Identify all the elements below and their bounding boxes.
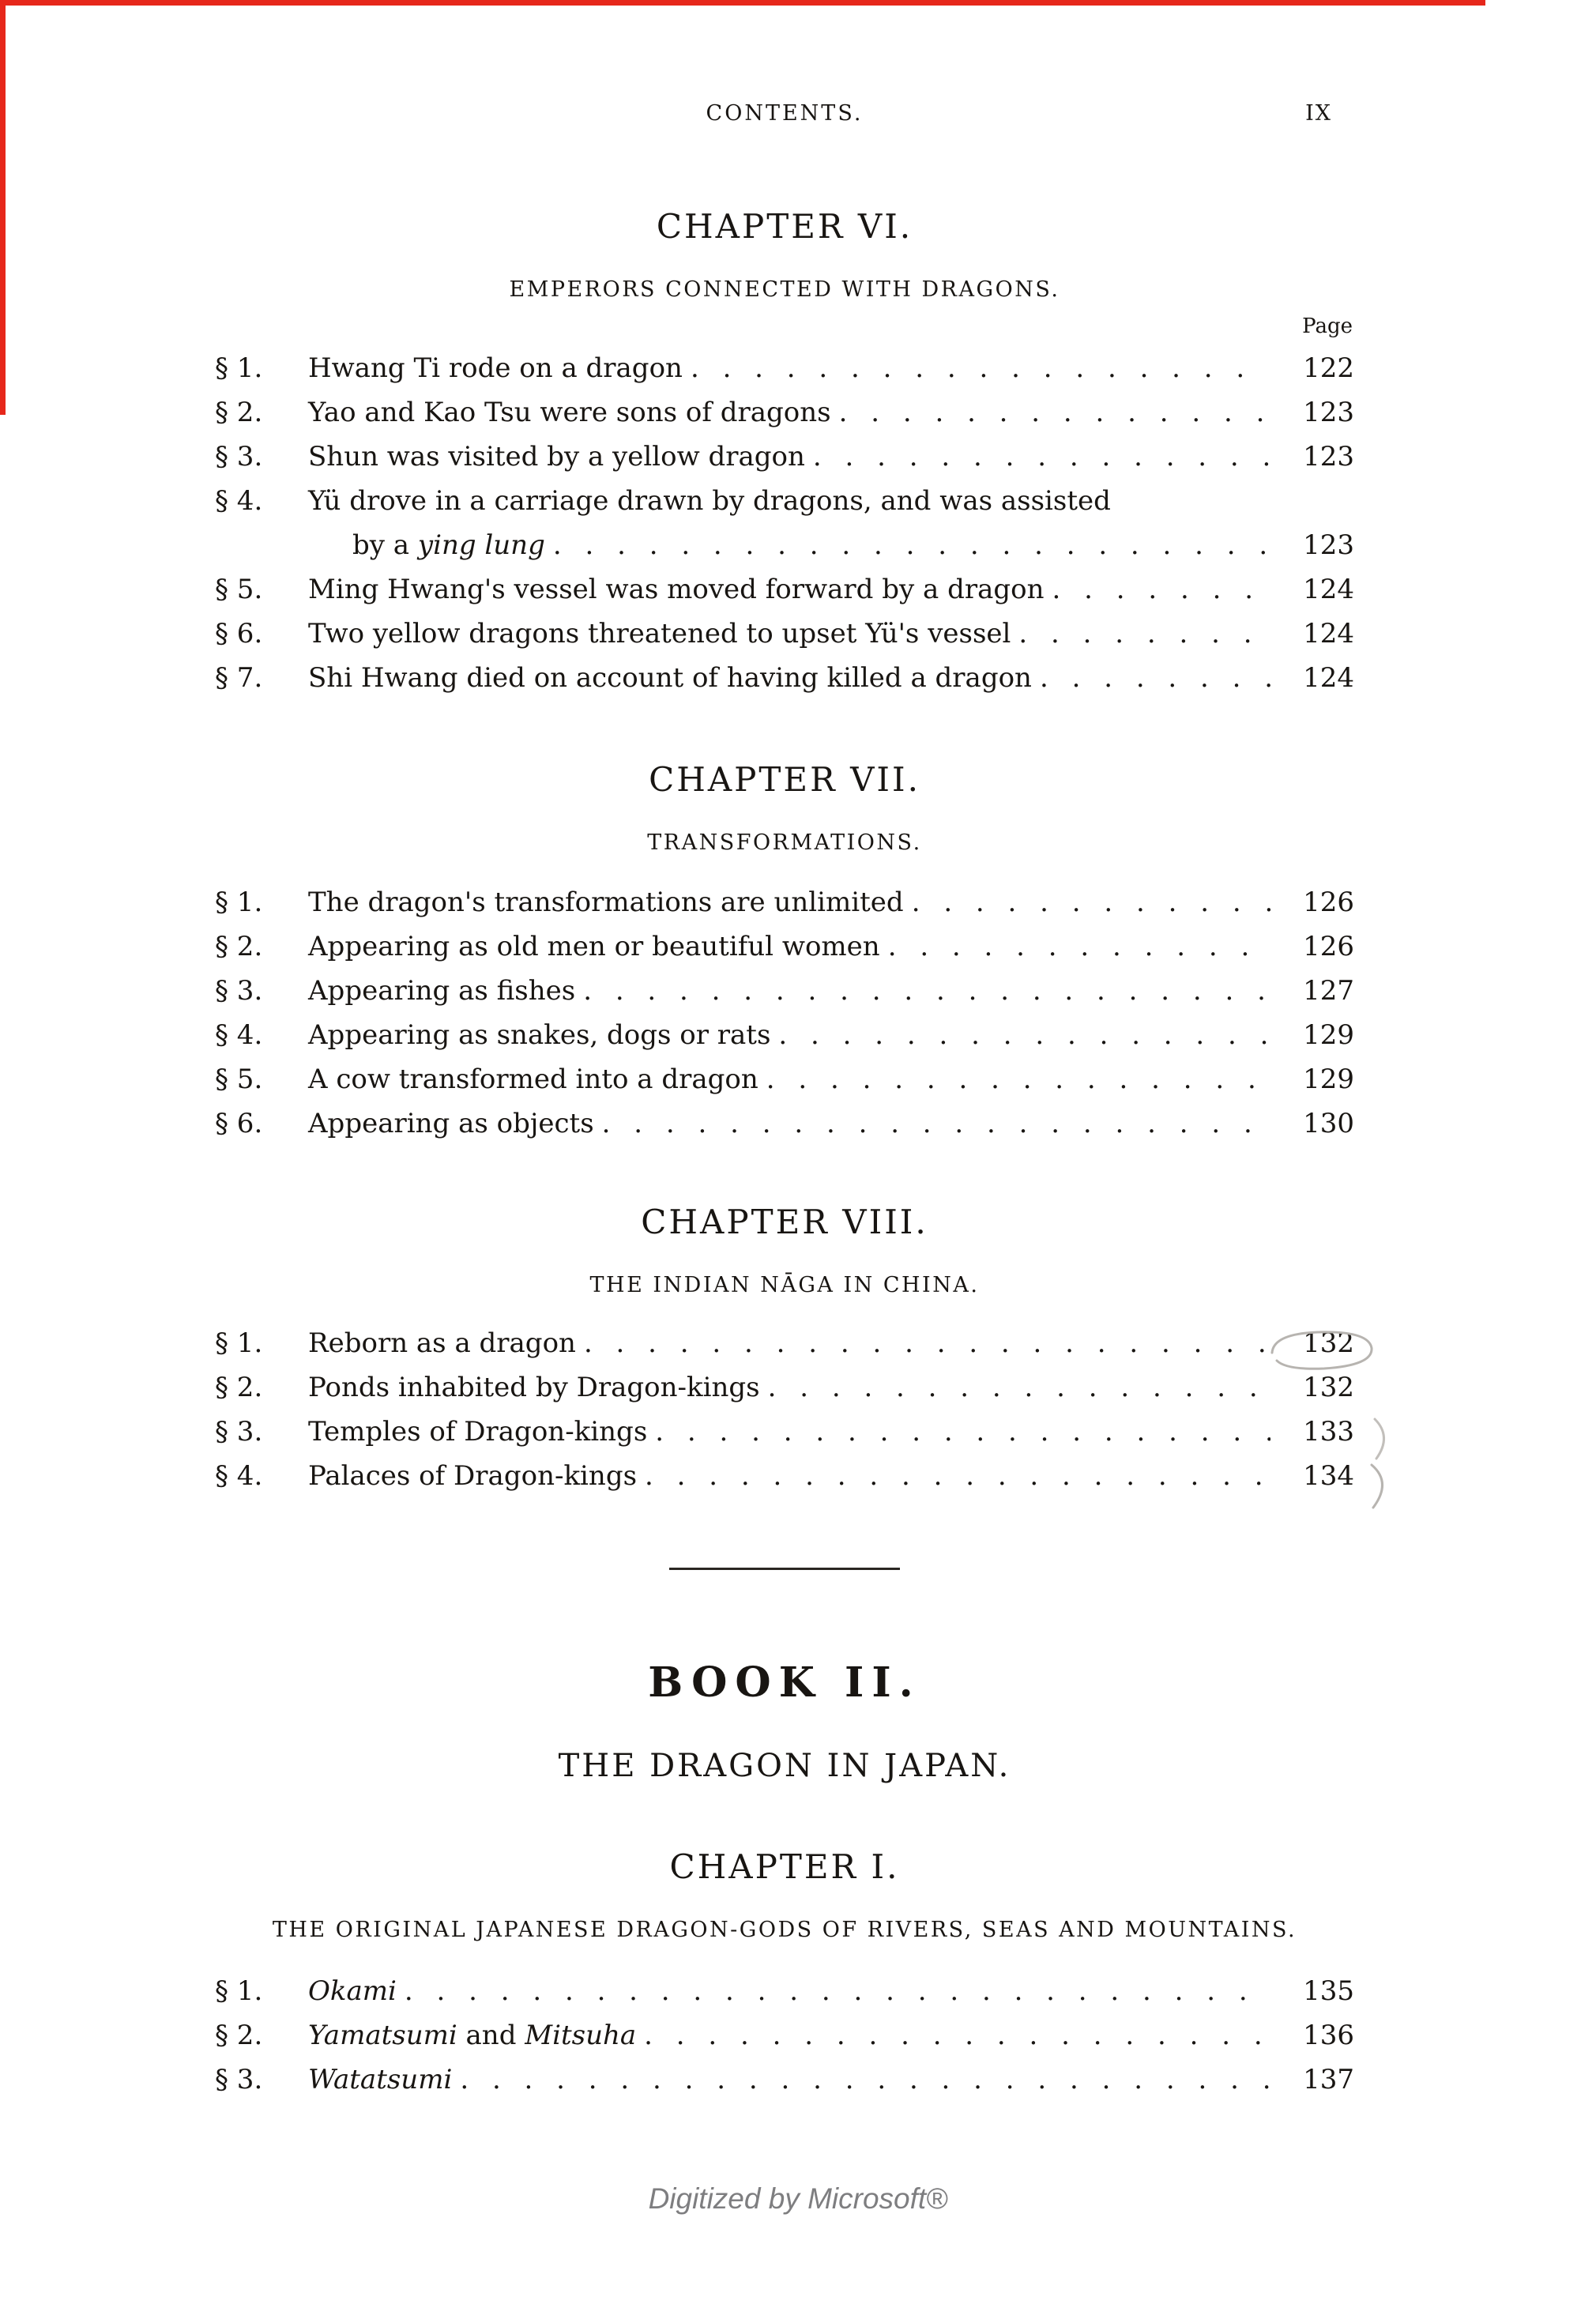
entry-title: Palaces of Dragon-kings bbox=[308, 1460, 638, 1492]
dot-leader bbox=[583, 969, 1270, 1013]
dot-leader bbox=[768, 1365, 1270, 1410]
toc-section-chapter-i bbox=[215, 1969, 1354, 2102]
entry-number: § 4. bbox=[215, 1019, 263, 1051]
toc-entry bbox=[215, 1410, 1354, 1454]
toc-entry bbox=[215, 969, 1354, 1013]
chapter-heading: CHAPTER VII. bbox=[649, 760, 920, 799]
entry-title: Shi Hwang died on account of having killed a dragon bbox=[308, 662, 1032, 694]
entry-title: Appearing as fishes bbox=[308, 975, 576, 1007]
toc-entry bbox=[215, 1969, 1354, 2013]
footer-watermark: Digitized by Microsoft® bbox=[648, 2182, 948, 2215]
entry-number: § 7. bbox=[215, 662, 263, 694]
entry-title: Two yellow dragons threatened to upset Yü's vessel bbox=[308, 618, 1011, 649]
toc-entry bbox=[215, 880, 1354, 924]
entry-page-number: 137 bbox=[1303, 2064, 1354, 2095]
dot-leader bbox=[645, 1454, 1270, 1498]
entry-number: § 1. bbox=[215, 352, 263, 384]
dot-leader bbox=[602, 1101, 1270, 1146]
dot-leader bbox=[813, 435, 1270, 479]
entry-title bbox=[308, 2058, 452, 2102]
toc-entry bbox=[215, 1101, 1354, 1146]
toc-entry bbox=[215, 1454, 1354, 1498]
entry-title bbox=[308, 1969, 397, 2013]
chapter-subtitle: THE INDIAN NĀGA IN CHINA. bbox=[589, 1273, 980, 1297]
toc-section-chapter-vi bbox=[215, 346, 1354, 700]
entry-page-number: 136 bbox=[1303, 2020, 1354, 2051]
dot-leader bbox=[691, 346, 1270, 390]
entry-page-number: 133 bbox=[1303, 1416, 1354, 1448]
entry-number: § 3. bbox=[215, 441, 263, 473]
pencil-mark bbox=[1367, 1462, 1394, 1511]
entry-number: § 1. bbox=[215, 887, 263, 918]
entry-title-italic: Yamatsumi bbox=[308, 2020, 457, 2051]
entry-number: § 3. bbox=[215, 1416, 263, 1448]
dot-leader bbox=[644, 2013, 1270, 2058]
entry-number: § 5. bbox=[215, 574, 263, 605]
entry-title-roman: and bbox=[457, 2020, 525, 2051]
entry-page-number: 130 bbox=[1303, 1108, 1354, 1139]
entry-page-number: 129 bbox=[1303, 1064, 1354, 1095]
toc-entry bbox=[215, 1365, 1354, 1410]
toc-entry bbox=[215, 2058, 1354, 2102]
chapter-heading: CHAPTER I. bbox=[669, 1847, 900, 1886]
toc-section-chapter-vii bbox=[215, 880, 1354, 1146]
entry-title-italic: ying lung bbox=[417, 529, 545, 561]
book-title: BOOK II. bbox=[648, 1658, 921, 1707]
toc-entry bbox=[215, 1321, 1354, 1365]
entry-title-roman: by a bbox=[352, 529, 418, 561]
entry-page-number: 124 bbox=[1303, 574, 1354, 605]
entry-title: Appearing as old men or beautiful women bbox=[308, 931, 880, 962]
chapter-heading: CHAPTER VI. bbox=[656, 207, 913, 246]
pencil-mark bbox=[1368, 1414, 1395, 1463]
dot-leader bbox=[405, 1969, 1270, 2013]
page-edge-top bbox=[0, 0, 1485, 6]
entry-title bbox=[308, 523, 545, 567]
entry-page-number: 132 bbox=[1303, 1372, 1354, 1403]
entry-page-number: 127 bbox=[1303, 975, 1354, 1007]
entry-number: § 6. bbox=[215, 1108, 263, 1139]
entry-page-number: 132 bbox=[1303, 1327, 1354, 1359]
dot-leader bbox=[778, 1013, 1270, 1057]
toc-entry bbox=[215, 924, 1354, 969]
page-column-label: Page bbox=[1302, 314, 1353, 338]
entry-number: § 5. bbox=[215, 1064, 263, 1095]
section-divider bbox=[669, 1568, 900, 1570]
book-subtitle: THE DRAGON IN JAPAN. bbox=[558, 1748, 1011, 1784]
dot-leader bbox=[460, 2058, 1270, 2102]
toc-entry bbox=[215, 1013, 1354, 1057]
entry-title: Hwang Ti rode on a dragon bbox=[308, 352, 683, 384]
dot-leader bbox=[839, 390, 1270, 435]
entry-title: A cow transformed into a dragon bbox=[308, 1064, 758, 1095]
toc-entry bbox=[215, 479, 1354, 523]
dot-leader bbox=[655, 1410, 1270, 1454]
entry-page-number: 124 bbox=[1303, 618, 1354, 649]
chapter-subtitle: TRANSFORMATIONS. bbox=[647, 830, 922, 855]
toc-entry bbox=[215, 567, 1354, 612]
dot-leader bbox=[1018, 612, 1270, 656]
entry-page-number: 129 bbox=[1303, 1019, 1354, 1051]
page-title: CONTENTS. bbox=[706, 101, 864, 126]
dot-leader bbox=[766, 1057, 1270, 1101]
chapter-subtitle: THE ORIGINAL JAPANESE DRAGON-GODS OF RIVERS, SEAS AND MOUNTAINS. bbox=[272, 1918, 1297, 1942]
page-number: IX bbox=[1305, 101, 1332, 126]
toc-section-chapter-viii bbox=[215, 1321, 1354, 1498]
entry-number: § 1. bbox=[215, 1975, 263, 2007]
entry-number: § 2. bbox=[215, 397, 263, 428]
toc-entry bbox=[215, 612, 1354, 656]
entry-title: Temples of Dragon-kings bbox=[308, 1416, 648, 1448]
entry-number: § 4. bbox=[215, 1460, 263, 1492]
entry-title: Appearing as objects bbox=[308, 1108, 594, 1139]
entry-page-number: 126 bbox=[1303, 887, 1354, 918]
page-edge-left bbox=[0, 0, 6, 415]
toc-entry bbox=[215, 346, 1354, 390]
toc-entry bbox=[215, 435, 1354, 479]
dot-leader bbox=[912, 880, 1270, 924]
entry-title: Yü drove in a carriage drawn by dragons, and was assisted bbox=[308, 485, 1111, 517]
entry-title: The dragon's transformations are unlimited bbox=[308, 887, 904, 918]
entry-title: Shun was visited by a yellow dragon bbox=[308, 441, 805, 473]
dot-leader bbox=[888, 924, 1270, 969]
entry-page-number: 135 bbox=[1303, 1975, 1354, 2007]
dot-leader bbox=[584, 1321, 1270, 1365]
entry-number: § 3. bbox=[215, 2064, 263, 2095]
entry-number: § 3. bbox=[215, 975, 263, 1007]
entry-title: Ming Hwang's vessel was moved forward by a dragon bbox=[308, 574, 1045, 605]
dot-leader bbox=[1052, 567, 1271, 612]
entry-page-number: 123 bbox=[1303, 441, 1354, 473]
entry-page-number: 126 bbox=[1303, 931, 1354, 962]
entry-number: § 2. bbox=[215, 931, 263, 962]
dot-leader bbox=[553, 523, 1270, 567]
entry-title bbox=[308, 2013, 636, 2058]
toc-entry-continuation bbox=[215, 523, 1354, 567]
dot-leader bbox=[1040, 656, 1270, 700]
entry-page-number: 124 bbox=[1303, 662, 1354, 694]
toc-entry bbox=[215, 1057, 1354, 1101]
toc-entry bbox=[215, 2013, 1354, 2058]
toc-entry bbox=[215, 656, 1354, 700]
entry-title-italic: Watatsumi bbox=[308, 2064, 453, 2095]
entry-title-italic: Okami bbox=[308, 1975, 397, 2007]
entry-number: § 4. bbox=[215, 485, 263, 517]
chapter-heading: CHAPTER VIII. bbox=[641, 1203, 928, 1241]
chapter-subtitle: EMPERORS CONNECTED WITH DRAGONS. bbox=[509, 277, 1060, 302]
entry-title: Ponds inhabited by Dragon-kings bbox=[308, 1372, 760, 1403]
entry-title: Yao and Kao Tsu were sons of dragons bbox=[308, 397, 831, 428]
entry-page-number: 122 bbox=[1303, 352, 1354, 384]
entry-number: § 2. bbox=[215, 1372, 263, 1403]
running-head bbox=[215, 101, 1354, 134]
book-page bbox=[215, 101, 1354, 2102]
entry-page-number: 123 bbox=[1303, 529, 1354, 561]
entry-title: Reborn as a dragon bbox=[308, 1327, 576, 1359]
entry-number: § 1. bbox=[215, 1327, 263, 1359]
entry-title-italic: Mitsuha bbox=[525, 2020, 637, 2051]
entry-page-number: 134 bbox=[1303, 1460, 1354, 1492]
entry-number: § 6. bbox=[215, 618, 263, 649]
toc-entry bbox=[215, 390, 1354, 435]
entry-number: § 2. bbox=[215, 2020, 263, 2051]
entry-page-number: 123 bbox=[1303, 397, 1354, 428]
entry-title: Appearing as snakes, dogs or rats bbox=[308, 1019, 771, 1051]
